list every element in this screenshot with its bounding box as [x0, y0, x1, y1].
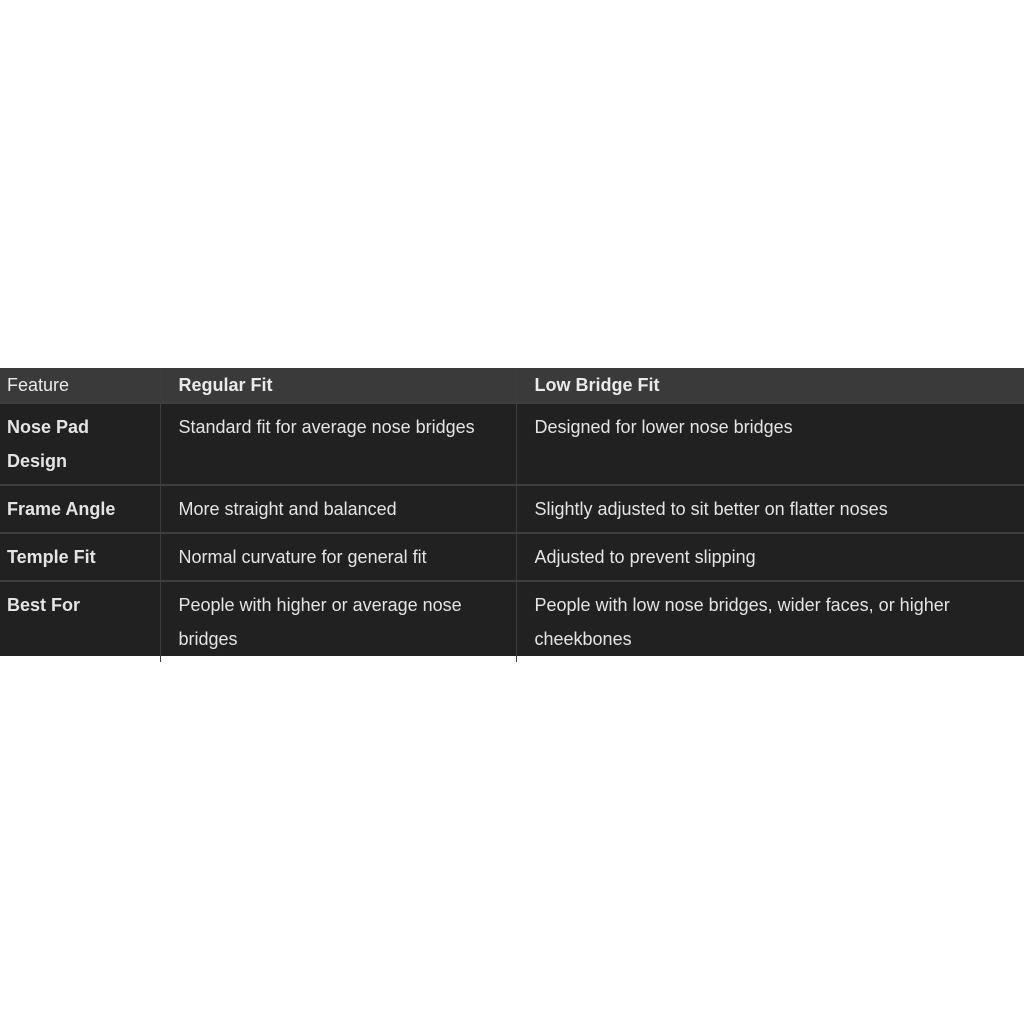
row-feature-cell: Nose Pad Design	[0, 403, 160, 485]
row-feature-cell: Temple Fit	[0, 533, 160, 581]
row-regular-cell: Standard fit for average nose bridges	[160, 403, 516, 485]
header-feature: Feature	[0, 368, 160, 403]
row-regular-cell: More straight and balanced	[160, 485, 516, 533]
row-low-bridge-cell: Designed for lower nose bridges	[516, 403, 1024, 485]
row-regular-cell: Normal curvature for general fit	[160, 533, 516, 581]
row-regular-cell: People with higher or average nose bridges	[160, 581, 516, 662]
row-low-bridge-cell: People with low nose bridges, wider faces, or higher cheekbones	[534, 595, 950, 649]
header-low-bridge-fit: Low Bridge Fit	[516, 368, 1024, 403]
table-row	[0, 581, 1024, 662]
table-header-row	[0, 368, 1024, 403]
table-row	[0, 533, 1024, 581]
comparison-table-container	[0, 368, 1024, 656]
row-feature-cell: Frame Angle	[0, 485, 160, 533]
header-regular-fit: Regular Fit	[160, 368, 516, 403]
comparison-table	[0, 368, 1024, 662]
row-low-bridge-cell: Adjusted to prevent slipping	[516, 533, 1024, 581]
row-feature-cell: Best For	[0, 581, 160, 662]
table-row	[0, 485, 1024, 533]
table-row	[0, 403, 1024, 485]
row-low-bridge-cell: Slightly adjusted to sit better on flatter noses	[516, 485, 1024, 533]
